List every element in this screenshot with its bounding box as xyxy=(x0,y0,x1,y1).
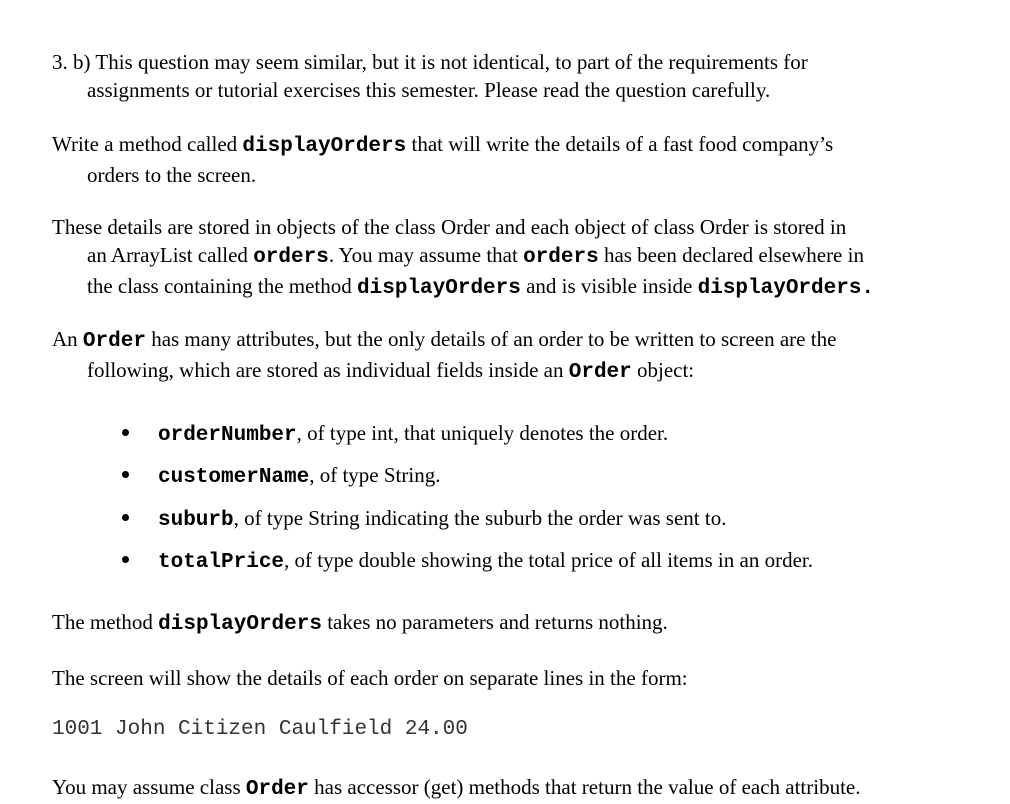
bullet-icon xyxy=(122,556,129,563)
code-display-orders: displayOrders xyxy=(242,135,407,158)
code-display-orders: displayOrders xyxy=(357,277,521,300)
bullet-icon xyxy=(122,471,129,478)
example-output-line: 1001 John Citizen Caulfield 24.00 xyxy=(52,718,468,741)
text-segment: takes no parameters and returns nothing. xyxy=(321,610,668,634)
question-intro xyxy=(52,48,1010,104)
code-order: Order xyxy=(245,778,309,801)
bullet-code: customerName xyxy=(158,466,310,489)
code-display-orders: displayOrders. xyxy=(697,277,875,300)
accessor-note xyxy=(52,773,1010,804)
text-segment: following, which are stored as individual fields inside an xyxy=(87,358,569,382)
code-order: Order xyxy=(568,361,632,384)
text-segment: object: xyxy=(631,358,695,382)
storage-description xyxy=(52,213,1010,303)
method-signature-note xyxy=(52,608,1010,639)
bullet-icon xyxy=(122,514,129,521)
text-segment: that will write the details of a fast food company’s xyxy=(406,132,834,156)
method-description xyxy=(52,130,1010,189)
text-segment: has been declared elsewhere in xyxy=(598,243,864,267)
order-attributes-description xyxy=(52,325,1010,387)
code-orders: orders xyxy=(253,246,329,269)
bullet-code: suburb xyxy=(158,509,234,532)
code-order: Order xyxy=(82,330,146,353)
text-segment: . You may assume that xyxy=(328,243,524,267)
text-segment: the class containing the method xyxy=(87,274,358,298)
code-display-orders: displayOrders xyxy=(158,613,322,636)
bullet-text: , of type String. xyxy=(309,463,441,487)
text-segment: orders to the screen. xyxy=(87,163,257,187)
text-segment: an ArrayList called xyxy=(87,243,254,267)
code-orders: orders xyxy=(523,246,599,269)
bullet-text: , of type double showing the total price of all items in an order. xyxy=(284,548,813,572)
bullet-icon xyxy=(122,429,129,436)
text-segment: You may assume class xyxy=(52,775,246,799)
bullet-code: totalPrice xyxy=(158,551,285,574)
intro-line-1: 3. b) This question may seem similar, but it is not identical, to part of the requirements for xyxy=(52,50,808,74)
bullet-code: orderNumber xyxy=(158,424,297,447)
bullet-text: , of type String indicating the suburb the order was sent to. xyxy=(233,506,727,530)
text-segment: and is visible inside xyxy=(520,274,698,298)
text-segment: The method xyxy=(52,610,159,634)
text-segment: These details are stored in objects of the class Order and each object of class Order is stored in xyxy=(52,215,847,239)
text-segment: The screen will show the details of each order on separate lines in the form: xyxy=(52,666,688,690)
text-segment: An xyxy=(52,327,83,351)
text-segment: Write a method called xyxy=(52,132,243,156)
text-segment: has accessor (get) methods that return the value of each attribute. xyxy=(308,775,861,799)
bullet-text: , of type int, that uniquely denotes the order. xyxy=(296,421,669,445)
output-format-note xyxy=(52,664,1010,692)
text-segment: has many attributes, but the only details of an order to be written to screen are the xyxy=(145,327,837,351)
intro-line-2: assignments or tutorial exercises this semester. Please read the question carefully. xyxy=(87,78,771,102)
